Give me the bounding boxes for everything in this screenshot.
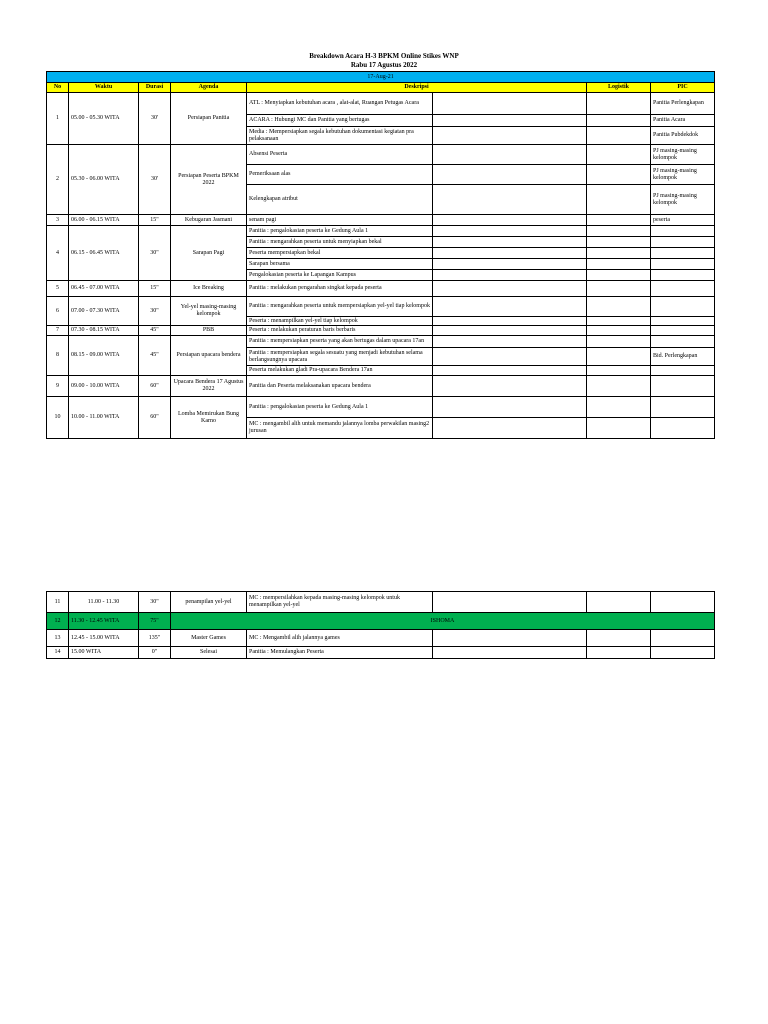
row-agenda: Persiapan upacara bendera: [171, 336, 247, 376]
header-pic: PIC: [651, 83, 715, 93]
header-row: [47, 83, 715, 93]
row-logistics: [587, 326, 651, 336]
header-durasi: Durasi: [139, 83, 171, 93]
row-time: 09.00 - 10.00 WITA: [69, 376, 139, 397]
row-number: 4: [47, 226, 69, 281]
row-note: [433, 397, 587, 418]
row-note: [433, 215, 587, 226]
table-row: [47, 145, 715, 165]
row-note: [433, 93, 587, 115]
row-note: [433, 366, 587, 376]
row-duration: 45": [139, 336, 171, 376]
row-pic: [651, 270, 715, 281]
row-logistics: [587, 366, 651, 376]
row-time: 05.00 - 05.30 WITA: [69, 93, 139, 145]
row-pic: [651, 297, 715, 317]
row-number: 1: [47, 93, 69, 145]
row-note: [433, 376, 587, 397]
row-duration: 30': [139, 93, 171, 145]
row-logistics: [587, 248, 651, 259]
row-note: [433, 647, 587, 659]
row-time: 10.00 - 11.00 WITA: [69, 397, 139, 439]
row-pic: [651, 418, 715, 439]
header-no: No: [47, 83, 69, 93]
date-bar: 17-Aug-21: [47, 72, 715, 83]
row-description: senam pagi: [247, 215, 433, 226]
row-logistics: [587, 237, 651, 248]
schedule-table: [46, 71, 715, 439]
row-time: 08.15 - 09.00 WITA: [69, 336, 139, 376]
row-note: [433, 630, 587, 647]
row-note: [433, 326, 587, 336]
row-duration: 30": [139, 226, 171, 281]
row-description: Panitia : mempersiapkan segala sesuatu yang menjadi kebutuhan selama berlangsungnya upacara: [247, 348, 433, 366]
row-time: 11.30 - 12.45 WITA: [69, 613, 139, 630]
row-duration: 135": [139, 630, 171, 647]
row-logistics: [587, 297, 651, 317]
row-description: Peserta : melakukan peraturan baris berbaris: [247, 326, 433, 336]
row-description: Panitia : pengalokasian peserta ke Gedung Aula 1: [247, 226, 433, 237]
row-duration: 30': [139, 145, 171, 215]
row-duration: 30": [139, 297, 171, 326]
date-bar-row: [47, 72, 715, 83]
table-row: [47, 215, 715, 226]
row-time: 07.30 - 08.15 WITA: [69, 326, 139, 336]
row-logistics: [587, 348, 651, 366]
row-description: Peserta melakukan gladi Pra-upacara Bendera 17an: [247, 366, 433, 376]
header-logistik: Logistik: [587, 83, 651, 93]
row-pic: [651, 226, 715, 237]
row-duration: 0": [139, 647, 171, 659]
row-number: 13: [47, 630, 69, 647]
table-row: [47, 397, 715, 418]
row-number: 10: [47, 397, 69, 439]
break-label: ISHOMA: [171, 613, 715, 630]
row-description: Pemeriksaan alas: [247, 165, 433, 185]
row-time: 06.15 - 06.45 WITA: [69, 226, 139, 281]
table-row: [47, 613, 715, 630]
row-logistics: [587, 115, 651, 127]
row-agenda: Persiapan Panitia: [171, 93, 247, 145]
table-row: [47, 281, 715, 297]
row-logistics: [587, 281, 651, 297]
row-pic: [651, 397, 715, 418]
row-number: 3: [47, 215, 69, 226]
row-pic: [651, 317, 715, 326]
row-note: [433, 418, 587, 439]
document-date-title: Rabu 17 Agustus 2022: [350, 61, 418, 69]
row-logistics: [587, 165, 651, 185]
row-description: Panitia : mempersiapkan peserta yang akan bertugas dalam upacara 17an: [247, 336, 433, 348]
row-pic: [651, 326, 715, 336]
table-row: [47, 376, 715, 397]
row-logistics: [587, 215, 651, 226]
row-duration: 15": [139, 281, 171, 297]
row-agenda: Lomba Memirukan Bung Karno: [171, 397, 247, 439]
row-description: Panitia : mengarahkan peserta untuk mempersiapkan yel-yel tiap kelompok: [247, 297, 433, 317]
row-description: MC : mempersilahkan kepada masing-masing kelompok untuk menampilkan yel-yel: [247, 592, 433, 613]
row-logistics: [587, 93, 651, 115]
row-pic: [651, 592, 715, 613]
row-number: 9: [47, 376, 69, 397]
row-logistics: [587, 127, 651, 145]
row-pic: Panitia Perlengkapan: [651, 93, 715, 115]
row-agenda: Sarapan Pagi: [171, 226, 247, 281]
row-number: 7: [47, 326, 69, 336]
row-time: 11.00 - 11.30: [69, 592, 139, 613]
row-description: Peserta : menampilkan yel-yel tiap kelompok: [247, 317, 433, 326]
row-pic: [651, 630, 715, 647]
row-agenda: Kebugaran Jasmani: [171, 215, 247, 226]
row-description: Kelengkapan atribut: [247, 185, 433, 215]
row-note: [433, 248, 587, 259]
row-pic: PJ masing-masing kelompok: [651, 185, 715, 215]
row-note: [433, 185, 587, 215]
row-logistics: [587, 145, 651, 165]
row-description: Absensi Peserta: [247, 145, 433, 165]
row-description: Panitia : melakukan pengarahan singkat kepada peserta: [247, 281, 433, 297]
row-note: [433, 115, 587, 127]
row-agenda: Master Games: [171, 630, 247, 647]
row-time: 05.30 - 06.00 WITA: [69, 145, 139, 215]
row-pic: [651, 647, 715, 659]
row-note: [433, 237, 587, 248]
row-agenda: Selesai: [171, 647, 247, 659]
table-row: [47, 336, 715, 348]
table-row: [47, 326, 715, 336]
row-duration: 60": [139, 397, 171, 439]
row-note: [433, 336, 587, 348]
schedule-table-continued: [46, 591, 715, 659]
row-duration: 75": [139, 613, 171, 630]
row-pic: PJ masing-masing kelompok: [651, 165, 715, 185]
header-agenda: Agenda: [171, 83, 247, 93]
row-description: Peserta mempersiapkan bekal: [247, 248, 433, 259]
row-logistics: [587, 418, 651, 439]
row-description: MC : Mengambil alih jalannya games: [247, 630, 433, 647]
row-time: 06.45 - 07.00 WITA: [69, 281, 139, 297]
row-note: [433, 165, 587, 185]
row-duration: 30": [139, 592, 171, 613]
row-time: 15.00 WITA: [69, 647, 139, 659]
row-logistics: [587, 317, 651, 326]
header-waktu: Waktu: [69, 83, 139, 93]
row-note: [433, 348, 587, 366]
row-logistics: [587, 647, 651, 659]
row-number: 5: [47, 281, 69, 297]
row-duration: 15": [139, 215, 171, 226]
table-row: [47, 93, 715, 115]
table-row: [47, 630, 715, 647]
row-number: 12: [47, 613, 69, 630]
row-pic: [651, 237, 715, 248]
row-description: MC : mengambil alih untuk memandu jalannya lomba perwakilan masing2 jurusan: [247, 418, 433, 439]
row-time: 06.00 - 06.15 WITA: [69, 215, 139, 226]
row-number: 8: [47, 336, 69, 376]
row-note: [433, 145, 587, 165]
row-agenda: Persiapan Peserta BPKM 2022: [171, 145, 247, 215]
row-description: Media : Mempersiapkan segala kebutuhan dokumentasi kegiatan pra pelaksanaan: [247, 127, 433, 145]
row-logistics: [587, 259, 651, 270]
row-agenda: Yel-yel masing-masing kelompok: [171, 297, 247, 326]
row-note: [433, 297, 587, 317]
row-note: [433, 281, 587, 297]
row-note: [433, 259, 587, 270]
row-note: [433, 226, 587, 237]
document-title: Breakdown Acara H-3 BPKM Online Stikes WNP: [309, 52, 459, 60]
row-duration: 60": [139, 376, 171, 397]
row-duration: 45": [139, 326, 171, 336]
row-description: Panitia : Memulangkan Peserta: [247, 647, 433, 659]
row-number: 14: [47, 647, 69, 659]
row-description: Pengalokasian peserta ke Lapangan Kampus: [247, 270, 433, 281]
row-pic: PJ masing-masing kelompok: [651, 145, 715, 165]
row-logistics: [587, 336, 651, 348]
row-logistics: [587, 630, 651, 647]
row-number: 6: [47, 297, 69, 326]
row-note: [433, 592, 587, 613]
row-pic: peserta: [651, 215, 715, 226]
row-pic: [651, 281, 715, 297]
row-agenda: penampilan yel-yel: [171, 592, 247, 613]
row-description: Panitia : pengalokasian peserta ke Gedung Aula 1: [247, 397, 433, 418]
row-logistics: [587, 270, 651, 281]
row-pic: [651, 259, 715, 270]
row-description: Panitia dan Peserta melaksanakan upacara bendera: [247, 376, 433, 397]
row-logistics: [587, 592, 651, 613]
row-time: 12.45 - 15.00 WITA: [69, 630, 139, 647]
row-number: 2: [47, 145, 69, 215]
row-logistics: [587, 226, 651, 237]
row-pic: [651, 376, 715, 397]
row-pic: [651, 336, 715, 348]
table-row: [47, 592, 715, 613]
row-note: [433, 270, 587, 281]
row-number: 11: [47, 592, 69, 613]
row-description: Panitia : mengarahkan peserta untuk menyiapkan bekal: [247, 237, 433, 248]
row-pic: [651, 366, 715, 376]
row-agenda: Upacara Bendera 17 Agustus 2022: [171, 376, 247, 397]
row-logistics: [587, 376, 651, 397]
row-description: ACARA : Hubungi MC dan Panitia yang bertugas: [247, 115, 433, 127]
header-deskripsi: Deskripsi: [247, 83, 587, 93]
row-logistics: [587, 185, 651, 215]
row-description: Sarapan bersama: [247, 259, 433, 270]
row-agenda: PBB: [171, 326, 247, 336]
table-row: [47, 226, 715, 237]
row-agenda: Ice Breaking: [171, 281, 247, 297]
row-description: ATL : Menyiapkan kebutuhan acara , alat-alat, Ruangan Petugas Acara: [247, 93, 433, 115]
table-row: [47, 297, 715, 317]
row-note: [433, 127, 587, 145]
row-time: 07.00 - 07.30 WITA: [69, 297, 139, 326]
row-pic: Bid. Perlengkapan: [651, 348, 715, 366]
row-pic: Panitia Acara: [651, 115, 715, 127]
row-pic: Panitia Pubdekdok: [651, 127, 715, 145]
table-row: [47, 647, 715, 659]
row-note: [433, 317, 587, 326]
row-logistics: [587, 397, 651, 418]
row-pic: [651, 248, 715, 259]
